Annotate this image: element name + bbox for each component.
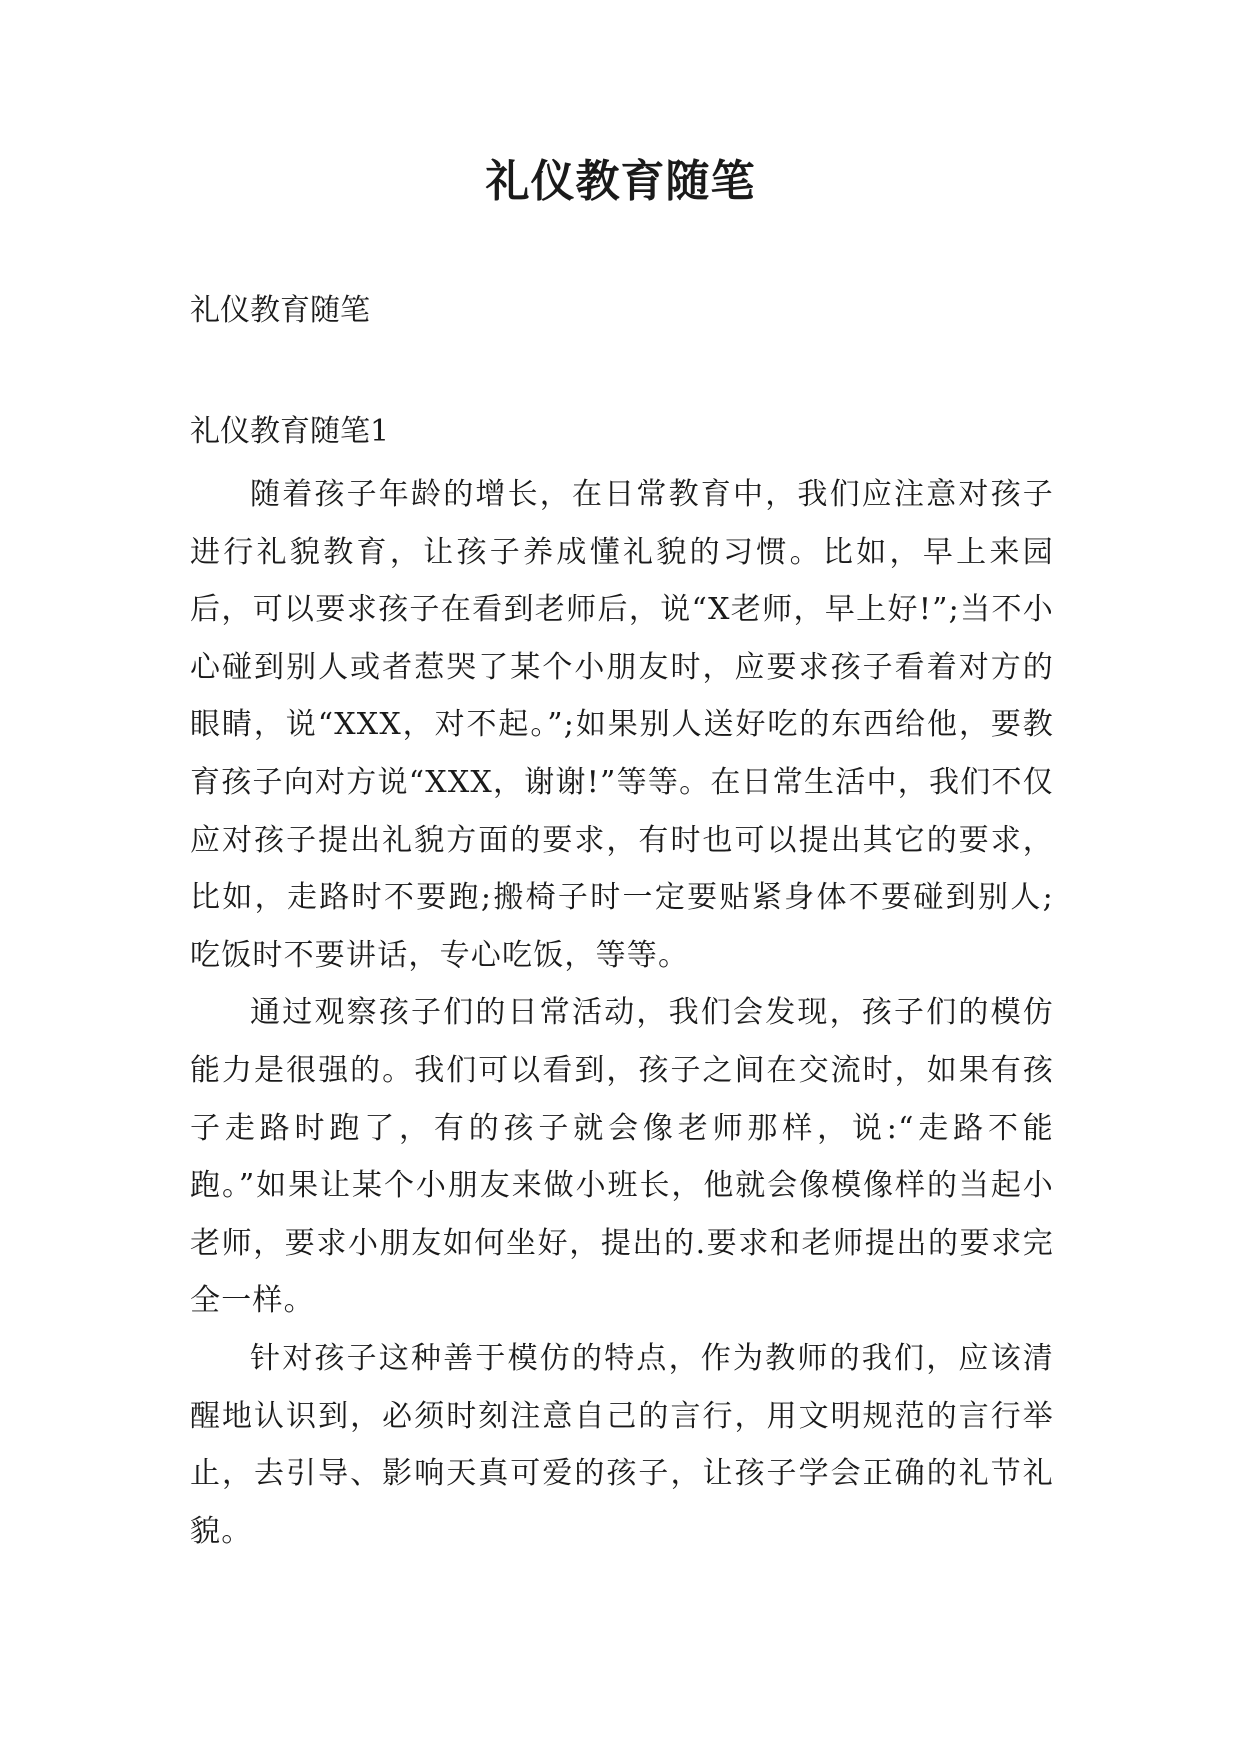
body-text	[190, 466, 1054, 1560]
document-title: 礼仪教育随笔	[485, 156, 756, 207]
section-heading: 礼仪教育随笔1	[190, 414, 390, 449]
document-subtitle: 礼仪教育随笔	[190, 293, 370, 328]
paragraph: 针对孩子这种善于模仿的特点，作为教师的我们，应该清醒地认识到，必须时刻注意自己的言行，用文明规范的言行举止，去引导、影响天真可爱的孩子，让孩子学会正确的礼节礼貌。	[190, 1340, 1054, 1549]
paragraph: 通过观察孩子们的日常活动，我们会发现，孩子们的模仿能力是很强的。我们可以看到，孩子之间在交流时，如果有孩子走路时跑了，有的孩子就会像老师那样，说:“走路不能跑。”如果让某个小朋友来做小班长，他就会像模像样的当起小老师，要求小朋友如何坐好，提出的.要求和老师提出的要求完全一样。	[190, 995, 1054, 1319]
paragraph: 随着孩子年龄的增长，在日常教育中，我们应注意对孩子进行礼貌教育，让孩子养成懂礼貌的习惯。比如，早上来园后，可以要求孩子在看到老师后，说“X老师，早上好!”;当不小心碰到别人或者惹哭了某个小朋友时，应要求孩子看着对方的眼睛，说“XXX，对不起。”;如果别人送好吃的东西给他，要教育孩子向对方说“XXX，谢谢!”等等。在日常生活中，我们不仅应对孩子提出礼貌方面的要求，有时也可以提出其它的要求，比如，走路时不要跑;搬椅子时一定要贴紧身体不要碰到别人;吃饭时不要讲话，专心吃饭，等等。	[190, 477, 1054, 973]
